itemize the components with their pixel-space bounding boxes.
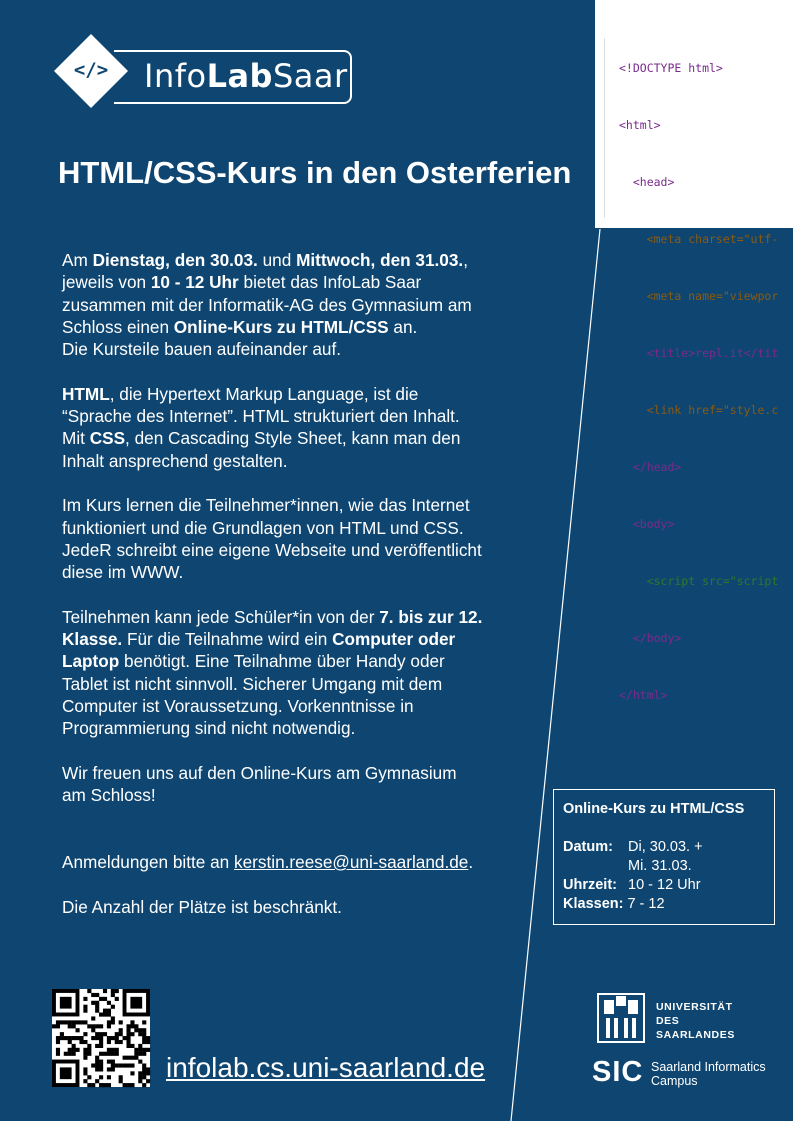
- qr-module: [68, 1036, 72, 1040]
- qr-module: [95, 1079, 99, 1083]
- qr-module: [146, 1048, 150, 1052]
- qr-module: [76, 1020, 80, 1024]
- qr-module: [134, 1056, 138, 1060]
- qr-module: [126, 1032, 130, 1036]
- qr-module: [142, 1028, 146, 1032]
- qr-module: [83, 1032, 87, 1036]
- qr-module: [91, 1016, 95, 1020]
- qr-module: [146, 1067, 150, 1071]
- qr-module: [126, 1083, 130, 1087]
- qr-module: [99, 1040, 103, 1044]
- qr-module: [76, 1028, 80, 1032]
- qr-module: [111, 1036, 115, 1040]
- code-line: </body>: [619, 631, 682, 645]
- qr-module: [123, 1036, 127, 1040]
- page-title: HTML/CSS-Kurs in den Osterferien: [58, 155, 572, 190]
- qr-module: [95, 1060, 99, 1064]
- qr-module: [95, 1024, 99, 1028]
- qr-module: [134, 1024, 138, 1028]
- qr-module: [99, 1032, 103, 1036]
- infolab-logo: [52, 32, 354, 110]
- qr-module: [72, 1020, 76, 1024]
- qr-module: [146, 1040, 150, 1044]
- qr-module: [119, 1063, 123, 1067]
- qr-module: [91, 993, 95, 997]
- qr-module: [83, 1052, 87, 1056]
- code-line: <meta charset="utf-: [619, 232, 779, 246]
- qr-module: [130, 1063, 134, 1067]
- qr-module: [130, 1071, 134, 1075]
- qr-module: [95, 1044, 99, 1048]
- qr-module: [79, 1040, 83, 1044]
- qr-module: [123, 1056, 127, 1060]
- qr-module: [142, 1036, 146, 1040]
- qr-module: [134, 1028, 138, 1032]
- info-row-time: Uhrzeit: 10 - 12 Uhr: [563, 877, 701, 893]
- qr-module: [146, 1079, 150, 1083]
- qr-module: [83, 1048, 87, 1052]
- qr-module: [111, 993, 115, 997]
- qr-module: [64, 1020, 68, 1024]
- qr-code[interactable]: [52, 989, 150, 1087]
- qr-module: [83, 1071, 87, 1075]
- qr-module: [72, 1024, 76, 1028]
- qr-module: [72, 1052, 76, 1056]
- qr-module: [130, 1083, 134, 1087]
- qr-module: [72, 1036, 76, 1040]
- qr-module: [115, 1040, 119, 1044]
- qr-module: [91, 1063, 95, 1067]
- qr-module: [87, 1075, 91, 1079]
- qr-module: [142, 1020, 146, 1024]
- qr-module: [107, 1060, 111, 1064]
- qr-module: [56, 1048, 60, 1052]
- qr-module: [91, 1001, 95, 1005]
- email-link[interactable]: kerstin.reese@uni-saarland.de: [234, 852, 469, 873]
- qr-module: [111, 1067, 115, 1071]
- qr-module: [107, 1040, 111, 1044]
- qr-module: [103, 1009, 107, 1013]
- qr-module: [142, 1083, 146, 1087]
- qr-module: [76, 1036, 80, 1040]
- paragraph-limited-seats: Die Anzahl der Plätze ist beschränkt.: [62, 896, 342, 917]
- qr-module: [95, 993, 99, 997]
- qr-module: [134, 1052, 138, 1056]
- qr-module: [107, 1083, 111, 1087]
- paragraph-dates: Am Dienstag, den 30.03. und Mittwoch, den 31.03., jeweils von 10 - 12 Uhr bietet das InfoLab Saar zusammen mit der Informatik-AG des Gymnasium am Schloss einen Online-Kurs zu HTML/CSS an. Die Kursteile bauen aufeinander auf.: [62, 250, 472, 360]
- qr-module: [126, 1063, 130, 1067]
- qr-module: [115, 1052, 119, 1056]
- qr-module: [64, 1036, 68, 1040]
- qr-module: [142, 1052, 146, 1056]
- qr-module: [119, 1032, 123, 1036]
- qr-module: [87, 1083, 91, 1087]
- qr-module: [99, 1060, 103, 1064]
- qr-module: [111, 1020, 115, 1024]
- qr-module: [95, 1056, 99, 1060]
- qr-module: [79, 1020, 83, 1024]
- qr-module: [103, 1032, 107, 1036]
- qr-module: [126, 1040, 130, 1044]
- qr-module: [87, 989, 91, 993]
- qr-module: [107, 1052, 111, 1056]
- qr-module: [68, 1024, 72, 1028]
- saarland-university-logo: [596, 990, 735, 1051]
- qr-module: [87, 1024, 91, 1028]
- qr-module: [138, 1048, 142, 1052]
- qr-module: [91, 1024, 95, 1028]
- qr-module: [138, 1044, 142, 1048]
- qr-module: [99, 1067, 103, 1071]
- qr-module: [111, 1005, 115, 1009]
- info-row-classes: Klassen: 7 - 12: [563, 896, 665, 912]
- qr-module: [99, 1075, 103, 1079]
- qr-module: [95, 1005, 99, 1009]
- code-line: <!DOCTYPE html>: [619, 61, 723, 75]
- code-line: <head>: [619, 175, 675, 189]
- logo-code-glyph: </>: [73, 59, 109, 81]
- qr-module: [83, 1005, 87, 1009]
- qr-module: [99, 1036, 103, 1040]
- qr-module: [119, 1075, 123, 1079]
- qr-module: [126, 1036, 130, 1040]
- qr-module: [138, 1032, 142, 1036]
- qr-module: [103, 1083, 107, 1087]
- qr-module: [95, 1067, 99, 1071]
- qr-module: [130, 1044, 134, 1048]
- qr-module: [107, 1009, 111, 1013]
- qr-module: [134, 1048, 138, 1052]
- qr-module: [103, 1013, 107, 1017]
- qr-module: [138, 1052, 142, 1056]
- qr-module: [130, 1056, 134, 1060]
- qr-module: [99, 1063, 103, 1067]
- code-line: <meta name="viewpor: [619, 289, 779, 303]
- qr-module: [99, 1044, 103, 1048]
- qr-module: [142, 1063, 146, 1067]
- qr-module: [107, 1020, 111, 1024]
- qr-module: [68, 1052, 72, 1056]
- qr-module: [68, 1040, 72, 1044]
- indent-guide: [604, 38, 605, 218]
- qr-module: [111, 1063, 115, 1067]
- qr-module: [115, 989, 119, 993]
- qr-module: [123, 1083, 127, 1087]
- code-line: <body>: [619, 517, 675, 531]
- qr-module: [126, 1024, 130, 1028]
- paragraph-html-css: HTML, die Hypertext Markup Language, ist die “Sprache des Internet”. HTML strukturiert den Inhalt. Mit CSS, den Cascading Style Sheet, kann man den Inhalt ansprechend gestalten.: [62, 383, 461, 471]
- info-row-date: Datum: Di, 30.03. + Mi. 31.03.: [563, 839, 703, 874]
- qr-module: [111, 1016, 115, 1020]
- qr-module: [56, 1052, 60, 1056]
- qr-module: [107, 1075, 111, 1079]
- qr-module: [83, 1009, 87, 1013]
- qr-module: [142, 1032, 146, 1036]
- qr-module: [138, 1079, 142, 1083]
- qr-module: [79, 1036, 83, 1040]
- qr-module: [119, 1028, 123, 1032]
- qr-module: [91, 1028, 95, 1032]
- paragraph-course-content: Im Kurs lernen die Teilnehmer*innen, wie das Internet funktioniert und die Grundlagen von HTML und CSS. JedeR schreibt eine eigene Webseite und veröffentlicht diese im WWW.: [62, 495, 482, 583]
- qr-module: [87, 1052, 91, 1056]
- qr-module: [68, 1048, 72, 1052]
- qr-module: [83, 1040, 87, 1044]
- qr-module: [72, 1044, 76, 1048]
- website-link[interactable]: infolab.cs.uni-saarland.de: [166, 1052, 486, 1083]
- qr-module: [142, 1048, 146, 1052]
- qr-module: [107, 1048, 111, 1052]
- qr-module: [119, 1079, 123, 1083]
- qr-module: [115, 1036, 119, 1040]
- qr-module: [115, 1063, 119, 1067]
- qr-module: [142, 1071, 146, 1075]
- qr-module: [83, 1020, 87, 1024]
- qr-module: [115, 1032, 119, 1036]
- qr-module: [107, 1001, 111, 1005]
- qr-module: [107, 1024, 111, 1028]
- qr-module: [87, 1048, 91, 1052]
- qr-module: [138, 1028, 142, 1032]
- qr-module: [99, 997, 103, 1001]
- code-line: <html>: [619, 118, 661, 132]
- qr-module: [83, 1056, 87, 1060]
- qr-module: [142, 1075, 146, 1079]
- sic-campus-name: Saarland Informatics Campus: [651, 1060, 766, 1088]
- qr-module: [111, 1048, 115, 1052]
- qr-finder-square: [60, 1067, 72, 1079]
- qr-module: [138, 1071, 142, 1075]
- qr-module: [130, 1032, 134, 1036]
- qr-module: [91, 1083, 95, 1087]
- qr-module: [142, 1040, 146, 1044]
- qr-module: [130, 1024, 134, 1028]
- info-box-title: Online-Kurs zu HTML/CSS: [563, 801, 745, 817]
- qr-module: [99, 1013, 103, 1017]
- qr-module: [72, 1048, 76, 1052]
- qr-module: [56, 1020, 60, 1024]
- qr-module: [130, 1020, 134, 1024]
- qr-module: [103, 1052, 107, 1056]
- qr-module: [103, 989, 107, 993]
- qr-module: [95, 1063, 99, 1067]
- qr-module: [111, 989, 115, 993]
- qr-module: [138, 1075, 142, 1079]
- code-line: </head>: [619, 460, 682, 474]
- paragraph-closing: Wir freuen uns auf den Online-Kurs am Gymnasium am Schloss!: [62, 762, 457, 806]
- qr-module: [115, 1048, 119, 1052]
- qr-module: [126, 1028, 130, 1032]
- qr-module: [146, 1071, 150, 1075]
- course-info-box: [553, 789, 775, 925]
- qr-module: [107, 1036, 111, 1040]
- qr-module: [99, 1052, 103, 1056]
- qr-finder-square: [130, 997, 142, 1009]
- html-code-snippet: [595, 0, 793, 702]
- qr-module: [99, 1024, 103, 1028]
- qr-module: [68, 1020, 72, 1024]
- paragraph-registration: Anmeldungen bitte an kerstin.reese@uni-saarland.de.: [62, 852, 474, 873]
- qr-module: [115, 997, 119, 1001]
- qr-module: [99, 1083, 103, 1087]
- code-line: <script src="script: [619, 574, 779, 588]
- qr-module: [83, 997, 87, 1001]
- qr-module: [126, 1044, 130, 1048]
- qr-module: [76, 1048, 80, 1052]
- body-text: [62, 249, 542, 940]
- qr-module: [60, 1036, 64, 1040]
- logo-wordmark: InfoLabSaar: [144, 57, 348, 95]
- qr-module: [56, 1024, 60, 1028]
- qr-module: [142, 1067, 146, 1071]
- qr-module: [95, 1032, 99, 1036]
- qr-module: [52, 1024, 56, 1028]
- qr-module: [91, 1036, 95, 1040]
- qr-module: [83, 1079, 87, 1083]
- qr-module: [107, 1013, 111, 1017]
- qr-module: [95, 1009, 99, 1013]
- qr-module: [56, 1036, 60, 1040]
- qr-module: [95, 1036, 99, 1040]
- university-name: UNIVERSITÄT DES SAARLANDES: [656, 1001, 735, 1041]
- code-line: <title>repl.it</tit: [619, 346, 779, 360]
- qr-module: [83, 1067, 87, 1071]
- qr-module: [64, 1052, 68, 1056]
- qr-module: [146, 1036, 150, 1040]
- paragraph-requirements: Teilnehmen kann jede Schüler*in von der 7. bis zur 12. Klasse. Für die Teilnahme wird ein Computer oder Laptop benötigt. Eine Teilnahme über Handy oder Tablet ist nicht sinnvoll. Sicherer Umgang mit dem Computer ist Voraussetzung. Vorkenntnisse in Programmierung sind nicht notwendig.: [62, 606, 483, 739]
- qr-module: [119, 1020, 123, 1024]
- qr-module: [56, 1040, 60, 1044]
- qr-module: [95, 1001, 99, 1005]
- sic-logo-abbr: SIC: [592, 1056, 644, 1088]
- qr-module: [119, 1040, 123, 1044]
- qr-module: [126, 1056, 130, 1060]
- qr-module: [111, 1060, 115, 1064]
- qr-module: [60, 1032, 64, 1036]
- qr-module: [138, 1060, 142, 1064]
- qr-module: [107, 1067, 111, 1071]
- qr-module: [111, 1052, 115, 1056]
- qr-module: [87, 1044, 91, 1048]
- qr-module: [123, 1063, 127, 1067]
- qr-module: [60, 1020, 64, 1024]
- code-line: </html>: [619, 688, 668, 702]
- qr-module: [103, 997, 107, 1001]
- university-seal-icon: [596, 990, 646, 1046]
- code-line: <link href="style.c: [619, 403, 779, 417]
- qr-finder-square: [60, 997, 72, 1009]
